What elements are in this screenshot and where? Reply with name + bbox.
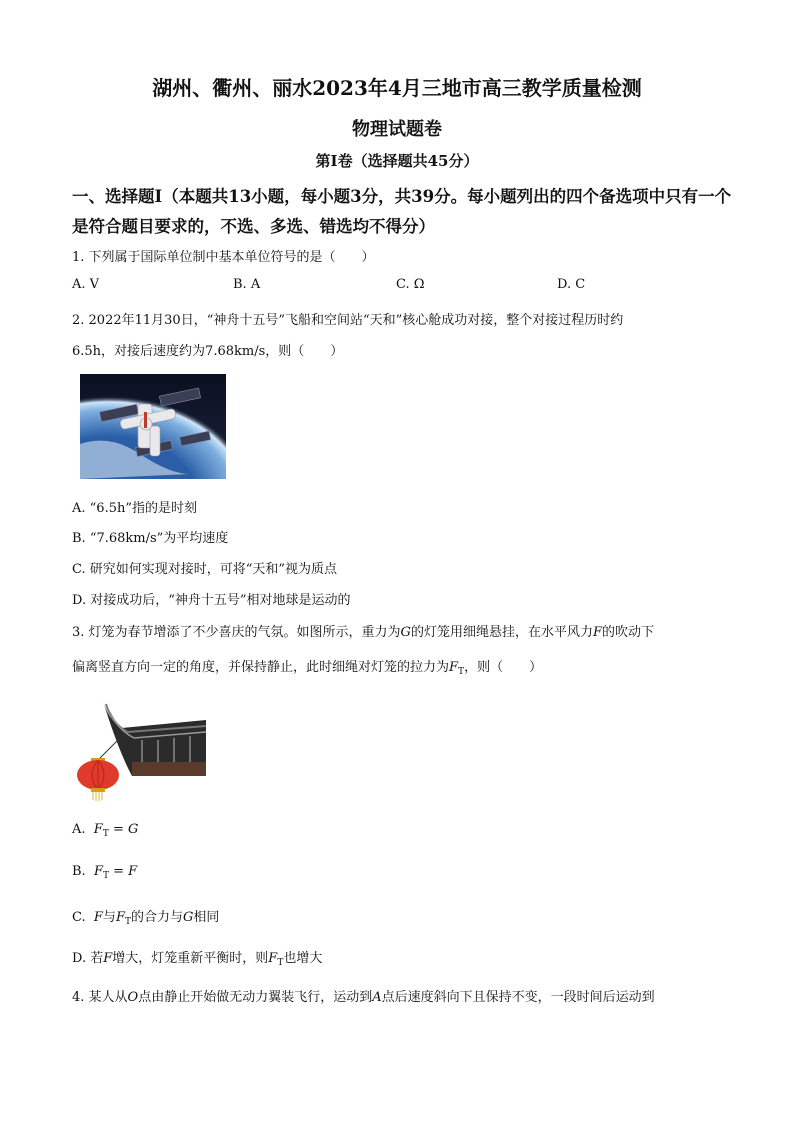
q3-stem-part-a: 3. 灯笼为春节增添了不少喜庆的气氛。如图所示，重力为	[72, 625, 401, 640]
symbol-F: F	[93, 910, 103, 925]
question-3-option-a: A. $F_T = G$	[72, 822, 139, 839]
section-heading-line2: 是符合题目要求的，不选、多选、错选均不得分）	[72, 217, 435, 236]
question-2-option-c: C. 研究如何实现对接时，可将“天和”视为质点	[72, 562, 338, 577]
symbol-FT: $F_T$	[93, 864, 109, 881]
question-3-stem-line1	[72, 621, 654, 640]
question-1-option-c: C. Ω	[396, 277, 425, 292]
page-title: 湖州、衢州、丽水2023年4月三地市高三教学质量检测	[152, 76, 642, 100]
symbol-G: G	[128, 822, 139, 837]
symbol-FT: $F_T$	[268, 951, 284, 968]
symbol-FT: $F_T$	[449, 660, 465, 677]
lantern-image	[72, 690, 206, 802]
q3-stem-part-c: 的吹动下	[601, 625, 654, 640]
question-3-stem-line2	[72, 656, 542, 677]
question-1-option-a: A. V	[72, 277, 100, 292]
q3-stem-part-d: 偏离竖直方向一定的角度，并保持静止，此时细绳对灯笼的拉力为	[72, 660, 450, 675]
question-4-stem: 4. 某人从O点由静止开始做无动力翼装飞行，运动到A点后速度斜向下且保持不变，一段时间后运动到	[72, 990, 655, 1005]
symbol-F: F	[128, 864, 138, 879]
question-1-stem: 1. 下列属于国际单位制中基本单位符号的是（ ）	[72, 250, 375, 265]
symbol-A: A	[372, 990, 382, 1005]
question-2-stem-line2: 6.5h，对接后速度约为7.68km/s，则（ ）	[72, 344, 344, 359]
symbol-FT: $F_T$	[93, 822, 109, 839]
question-2-option-d: D. 对接成功后，“神舟十五号”相对地球是运动的	[72, 593, 351, 608]
question-1-option-d: D. C	[557, 277, 586, 292]
lantern-illustration	[72, 690, 206, 802]
space-station-image	[80, 374, 226, 479]
question-2-option-a: A. “6.5h”指的是时刻	[72, 501, 197, 516]
part-heading: 第Ⅰ卷（选择题共45分）	[315, 152, 479, 170]
symbol-G: G	[400, 625, 411, 640]
symbol-F: F	[103, 951, 113, 966]
symbol-F: F	[592, 625, 602, 640]
question-3-option-c: C. F与$F_T$的合力与G相同	[72, 910, 220, 927]
section-heading-line1: 一、选择题Ⅰ（本题共13小题，每小题3分，共39分。每小题列出的四个备选项中只有一个	[72, 187, 732, 206]
space-station-illustration	[80, 374, 226, 479]
question-3-option-b: B. $F_T = F$	[72, 864, 138, 881]
question-1-option-b: B. A	[233, 277, 261, 292]
symbol-G: G	[183, 910, 194, 925]
q3-stem-part-e: ，则（ ）	[464, 660, 543, 675]
page-subtitle: 物理试题卷	[352, 119, 442, 140]
symbol-FT: $F_T$	[115, 910, 131, 927]
symbol-O: O	[127, 990, 139, 1005]
question-2-option-b: B. “7.68km/s”为平均速度	[72, 531, 229, 546]
question-2-stem-line1: 2. 2022年11月30日，“神舟十五号”飞船和空间站“天和”核心舱成功对接，整个对接过程历时约	[72, 313, 624, 328]
question-3-option-d: D. 若F增大，灯笼重新平衡时，则$F_T$也增大	[72, 951, 323, 968]
q3-stem-part-b: 的灯笼用细绳悬挂，在水平风力	[410, 625, 593, 640]
